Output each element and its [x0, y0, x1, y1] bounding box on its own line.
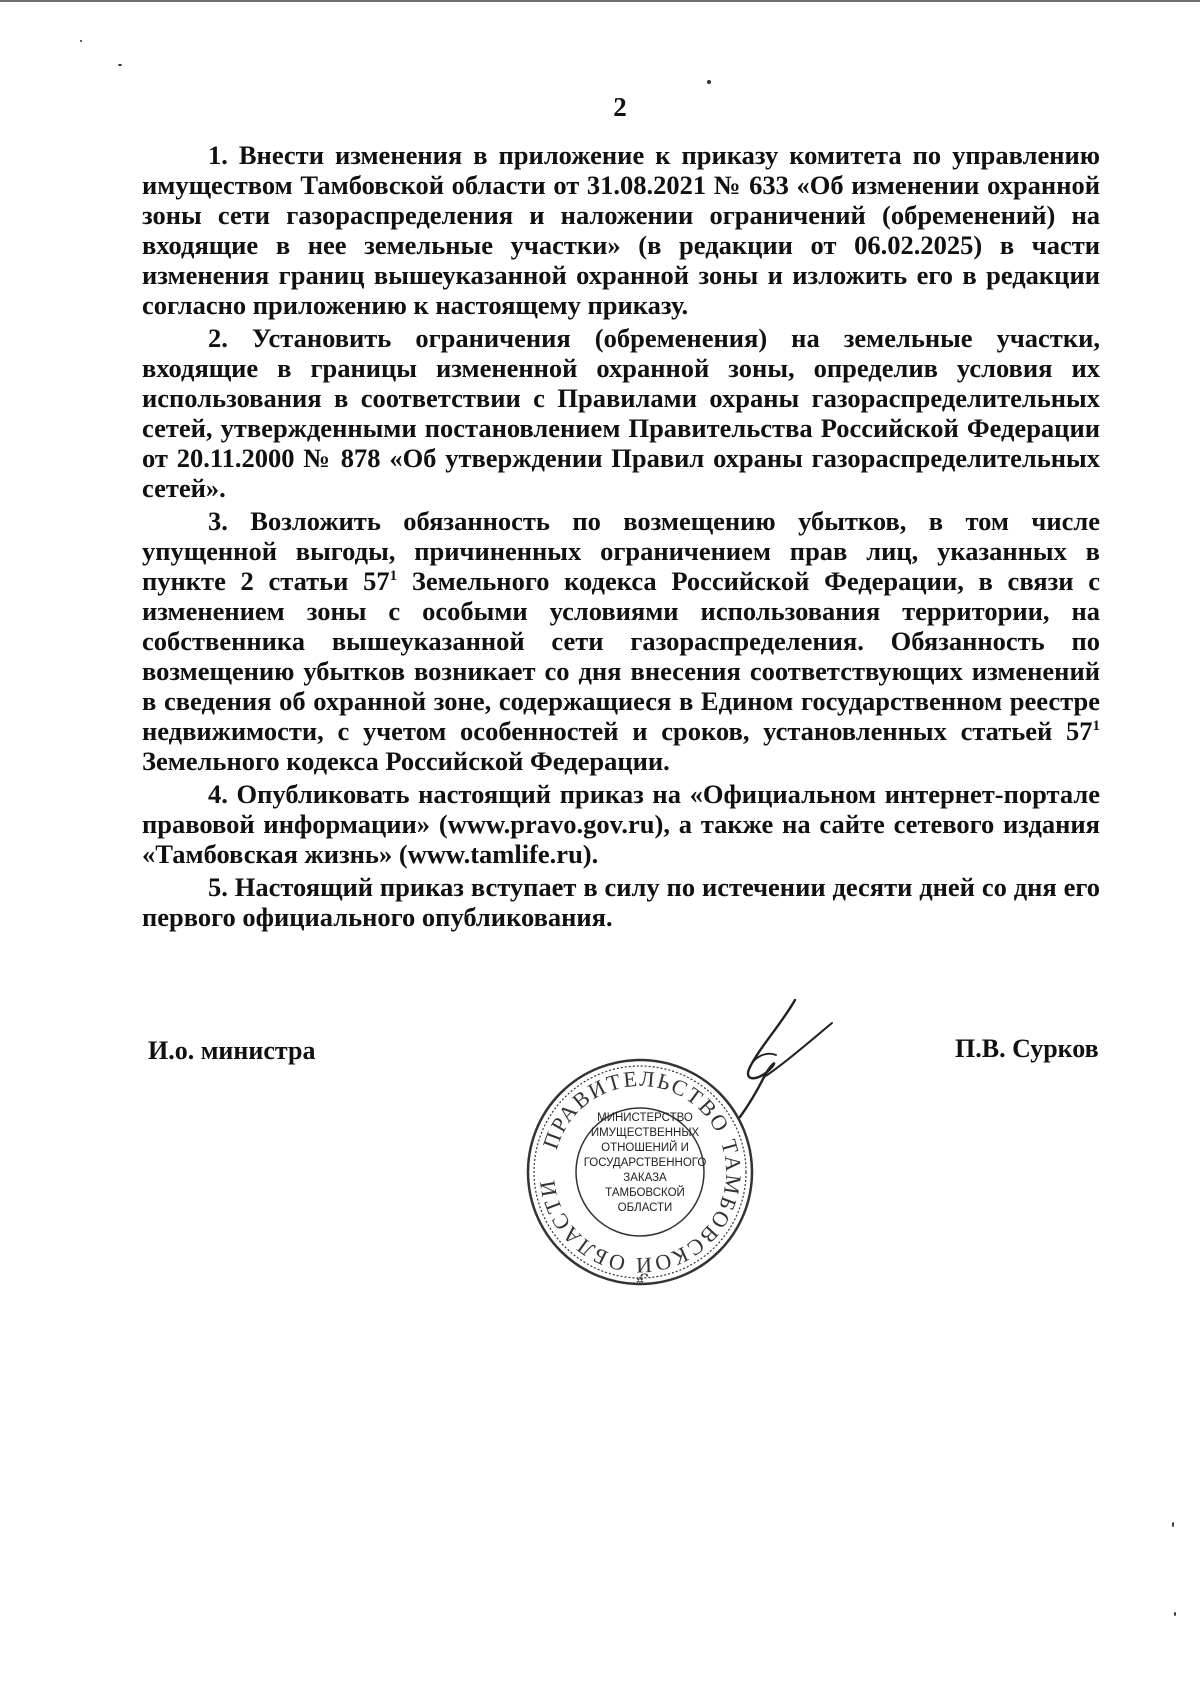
scan-speck: [707, 80, 711, 84]
scan-top-edge: [0, 0, 1200, 2]
seal-inner-line: МИНИСТЕРСТВО: [597, 1112, 693, 1124]
seal-inner-line: ЗАКАЗА: [623, 1172, 667, 1184]
scan-speck: [1174, 1612, 1176, 1616]
seal-inner-line: ГОСУДАРСТВЕННОГО: [583, 1157, 707, 1169]
paragraph-3-text-a: 3. Возложить обязанность по возмещению убытков, в том числе упущенной выгоды, причиненных ограничением прав лиц, указанных в пункте 2 статьи 57: [142, 506, 1100, 596]
seal-outer-text: ПРАВИТЕЛЬСТВО ТАМБОВСКОЙ ОБЛАСТИ: [534, 1065, 747, 1279]
seal-inner-text: [583, 1111, 707, 1216]
handwritten-signature: [720, 995, 840, 1120]
paragraph-4: 4. Опубликовать настоящий приказ на «Официальном интернет-портале правовой информации» (www.pravo.gov.ru), а также на сайте сетевого издания «Тамбовская жизнь» (www.tamlife.ru).: [142, 779, 1100, 869]
seal-inner-line: ТАМБОВСКОЙ: [605, 1187, 685, 1199]
paragraph-3-text-c: Земельного кодекса Российской Федерации.: [142, 746, 670, 776]
seal-inner-line: ОТНОШЕНИЙ И: [601, 1142, 689, 1154]
seal-star: ✲: [635, 1276, 645, 1287]
signer-title: И.о. министра: [148, 1036, 316, 1065]
paragraph-5: 5. Настоящий приказ вступает в силу по истечении десяти дней со дня его первого официального опубликования.: [142, 872, 1100, 932]
scan-speck: [1172, 1522, 1174, 1527]
signer-name: П.В. Сурков: [955, 1034, 1099, 1063]
scan-speck: [80, 40, 82, 42]
seal-inner-line: ОБЛАСТИ: [617, 1202, 673, 1214]
paragraph-3: [142, 506, 1100, 776]
superscript: 1: [389, 568, 398, 585]
seal-inner-line: ИМУЩЕСТВЕННЫХ: [590, 1127, 700, 1139]
scan-speck: [118, 64, 122, 66]
paragraph-2: 2. Установить ограничения (обременения) на земельные участки, входящие в границы измененной охранной зоны, определив условия их использования в соответствии с Правилами охраны газораспределительных сетей, утвержденными постановлением Правительства Российской Федерации от 20.11.2000 № 878 «Об утверждении Правил охраны газораспределительных сетей».: [142, 323, 1100, 503]
superscript: 1: [1092, 718, 1100, 735]
paragraph-1: 1. Внести изменения в приложение к приказу комитета по управлению имуществом Тамбовской области от 31.08.2021 № 633 «Об изменении охранной зоны сети газораспределения и наложении ограничений (обременений) на входящие в нее земельные участки» (в редакции от 06.02.2025) в части изменения границ вышеуказанной охранной зоны и изложить его в редакции согласно приложению к настоящему приказу.: [142, 140, 1100, 320]
paragraph-3-text-b: Земельного кодекса Российской Федерации, в связи с изменением зоны с особыми условиями использования территории, на собственника вышеуказанной сети газораспределения. Обязанность по возмещению убытков возникает со дня внесения соответствующих изменений в сведения об охранной зоне, содержащиеся в Едином государственном реестре недвижимости, с учетом особенностей и сроков, установленных статьей 57: [142, 566, 1100, 746]
page-number: 2: [613, 92, 627, 122]
document-body: [142, 140, 1100, 935]
